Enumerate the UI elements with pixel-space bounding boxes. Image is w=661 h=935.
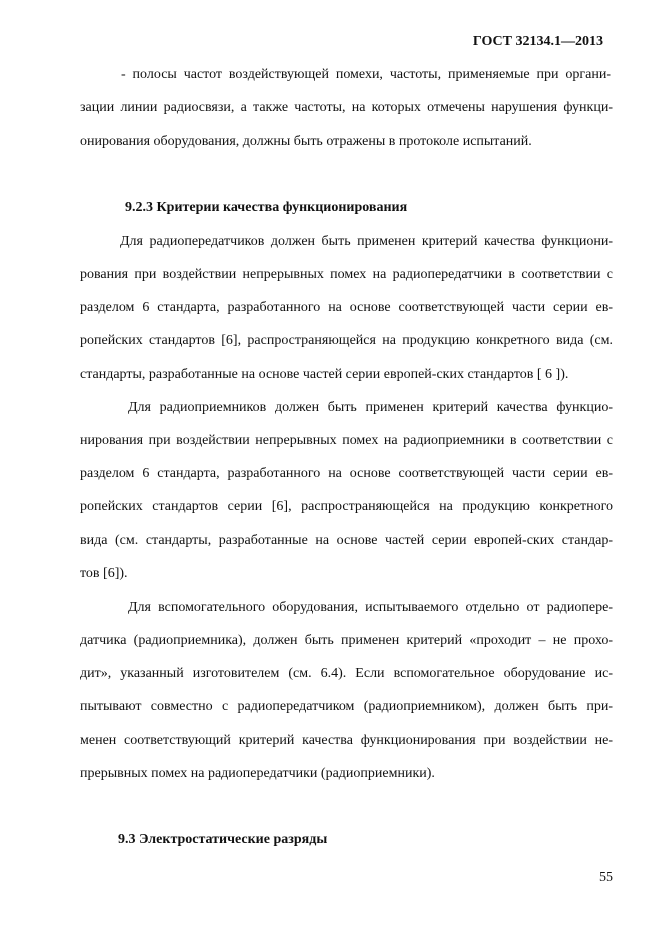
- paragraph-line: пытывают совместно с радиопередатчиком (радиоприемником), должен быть при-: [80, 699, 613, 714]
- paragraph-line: вида (см. стандарты, разработанные на основе частей серии европей-ских стандар-: [80, 533, 613, 548]
- paragraph-line: Для радиоприемников должен быть применен критерий качества функцио-: [128, 400, 613, 415]
- page-number: 55: [599, 870, 613, 885]
- paragraph-line: ропейских стандартов [6], распространяющейся на продукцию конкретного вида (см.: [80, 333, 613, 348]
- paragraph-line: Для радиопередатчиков должен быть применен критерий качества функциони-: [120, 234, 613, 249]
- section-heading: 9.2.3 Критерии качества функционирования: [125, 200, 408, 215]
- paragraph-line: ропейских стандартов серии [6], распространяющейся на продукцию конкретного: [80, 499, 613, 514]
- paragraph-line: - полосы частот воздействующей помехи, частоты, применяемые при органи-: [121, 67, 611, 82]
- paragraph-line: тов [6]).: [80, 566, 128, 581]
- paragraph-line: менен соответствующий критерий качества функционирования при воздействии не-: [80, 733, 613, 748]
- paragraph-line: прерывных помех на радиопередатчики (радиоприемники).: [80, 766, 435, 781]
- paragraph-line: Для вспомогательного оборудования, испытываемого отдельно от радиопере-: [128, 600, 613, 615]
- paragraph-line: зации линии радиосвязи, а также частоты, на которых отмечены нарушения функци-: [80, 100, 613, 115]
- paragraph-line: разделом 6 стандарта, разработанного на основе соответствующей части серии ев-: [80, 466, 613, 481]
- paragraph-line: нирования при воздействии непрерывных помех на радиоприемники в соответствии с: [80, 433, 613, 448]
- paragraph-line: стандарты, разработанные на основе частей серии европей-ских стандартов [ 6 ]).: [80, 367, 569, 382]
- paragraph-line: онирования оборудования, должны быть отражены в протоколе испытаний.: [80, 134, 532, 149]
- document-header: ГОСТ 32134.1—2013: [472, 34, 603, 49]
- section-heading: 9.3 Электростатические разряды: [118, 832, 328, 847]
- paragraph-line: датчика (радиоприемника), должен быть применен критерий «проходит – не прохо-: [80, 633, 613, 648]
- paragraph-line: дит», указанный изготовителем (см. 6.4). Если вспомогательное оборудование ис-: [80, 666, 613, 681]
- paragraph-line: разделом 6 стандарта, разработанного на основе соответствующей части серии ев-: [80, 300, 613, 315]
- paragraph-line: рования при воздействии непрерывных помех на радиопередатчики в соответствии с: [80, 267, 613, 282]
